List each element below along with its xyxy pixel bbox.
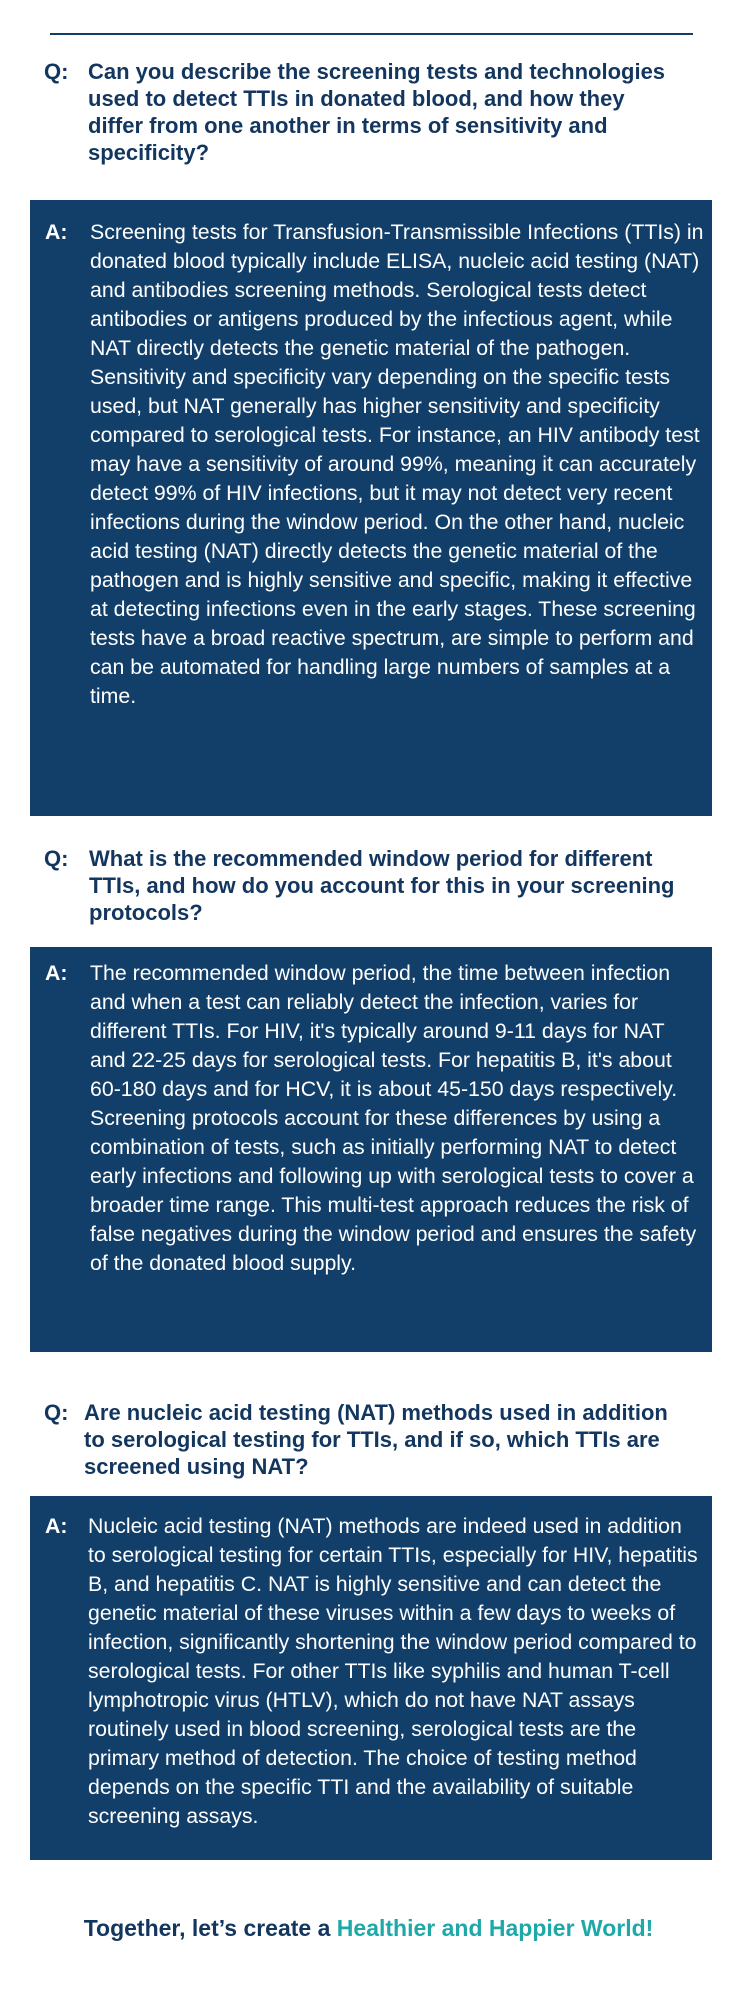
question-label: Q: bbox=[44, 59, 69, 84]
answer-1 bbox=[30, 200, 712, 816]
answer-text: Screening tests for Transfusion-Transmissible Infections (TTIs) in donated blood typically include ELISA, nucleic acid testing (NAT) and antibodies screening methods. Serological tests detect antibodies or antigens produced by the infectious agent, while NAT directly detects the genetic material of the pathogen. Sensitivity and specificity vary depending on the specific tests used, but NAT generally has higher sensitivity and specificity compared to serological tests. For instance, an HIV antibody test may have a sensitivity of around 99%, meaning it can accurately detect 99% of HIV infections, but it may not detect very recent infections during the window period. On the other hand, nucleic acid testing (NAT) directly detects the genetic material of the pathogen and is highly sensitive and specific, making it effective at detecting infections even in the early stages. These screening tests have a broad reactive spectrum, are simple to perform and can be automated for handling large numbers of samples at a time. bbox=[90, 220, 704, 708]
answer-label: A: bbox=[45, 961, 68, 985]
tagline-highlight: Healthier and Happier World! bbox=[336, 1915, 654, 1941]
answer-3 bbox=[30, 1496, 712, 1860]
answer-text: The recommended window period, the time between infection and when a test can reliably detect the infection, varies for different TTIs. For HIV, it's typically around 9-11 days for NAT and 22-25 days for serological tests. For hepatitis B, it's about 60-180 days and for HCV, it is about 45-150 days respectively. Screening protocols account for these differences by using a combination of tests, such as initially performing NAT to detect early infections and following up with serological tests to cover a broader time range. This multi-test approach reduces the risk of false negatives during the window period and ensures the safety of the donated blood supply. bbox=[90, 961, 697, 1275]
top-divider bbox=[50, 33, 693, 35]
answer-label: A: bbox=[45, 220, 68, 244]
question-3 bbox=[44, 1399, 696, 1480]
answer-2 bbox=[30, 947, 712, 1352]
answer-label: A: bbox=[45, 1514, 68, 1538]
question-label: Q: bbox=[44, 846, 69, 871]
question-1 bbox=[44, 58, 696, 166]
question-2 bbox=[44, 845, 696, 926]
question-text: Can you describe the screening tests and technologies used to detect TTIs in donated blood, and how they differ from one another in terms of sensitivity and specificity? bbox=[88, 59, 666, 165]
question-text: Are nucleic acid testing (NAT) methods used in addition to serological testing for TTIs, and if so, which TTIs are screened using NAT? bbox=[84, 1400, 668, 1479]
tagline-prefix: Together, let’s create a bbox=[83, 1915, 337, 1941]
question-label: Q: bbox=[44, 1400, 69, 1425]
closing-tagline bbox=[0, 1915, 737, 1942]
question-text: What is the recommended window period for different TTIs, and how do you account for this in your screening protocols? bbox=[89, 846, 675, 925]
answer-text: Nucleic acid testing (NAT) methods are indeed used in addition to serological testing for certain TTIs, especially for HIV, hepatitis B, and hepatitis C. NAT is highly sensitive and can detect the genetic material of these viruses within a few days to weeks of infection, significantly shortening the window period compared to serological tests. For other TTIs like syphilis and human T-cell lymphotropic virus (HTLV), which do not have NAT assays routinely used in blood screening, serological tests are the primary method of detection. The choice of testing method depends on the specific TTI and the availability of suitable screening assays. bbox=[88, 1514, 698, 1828]
